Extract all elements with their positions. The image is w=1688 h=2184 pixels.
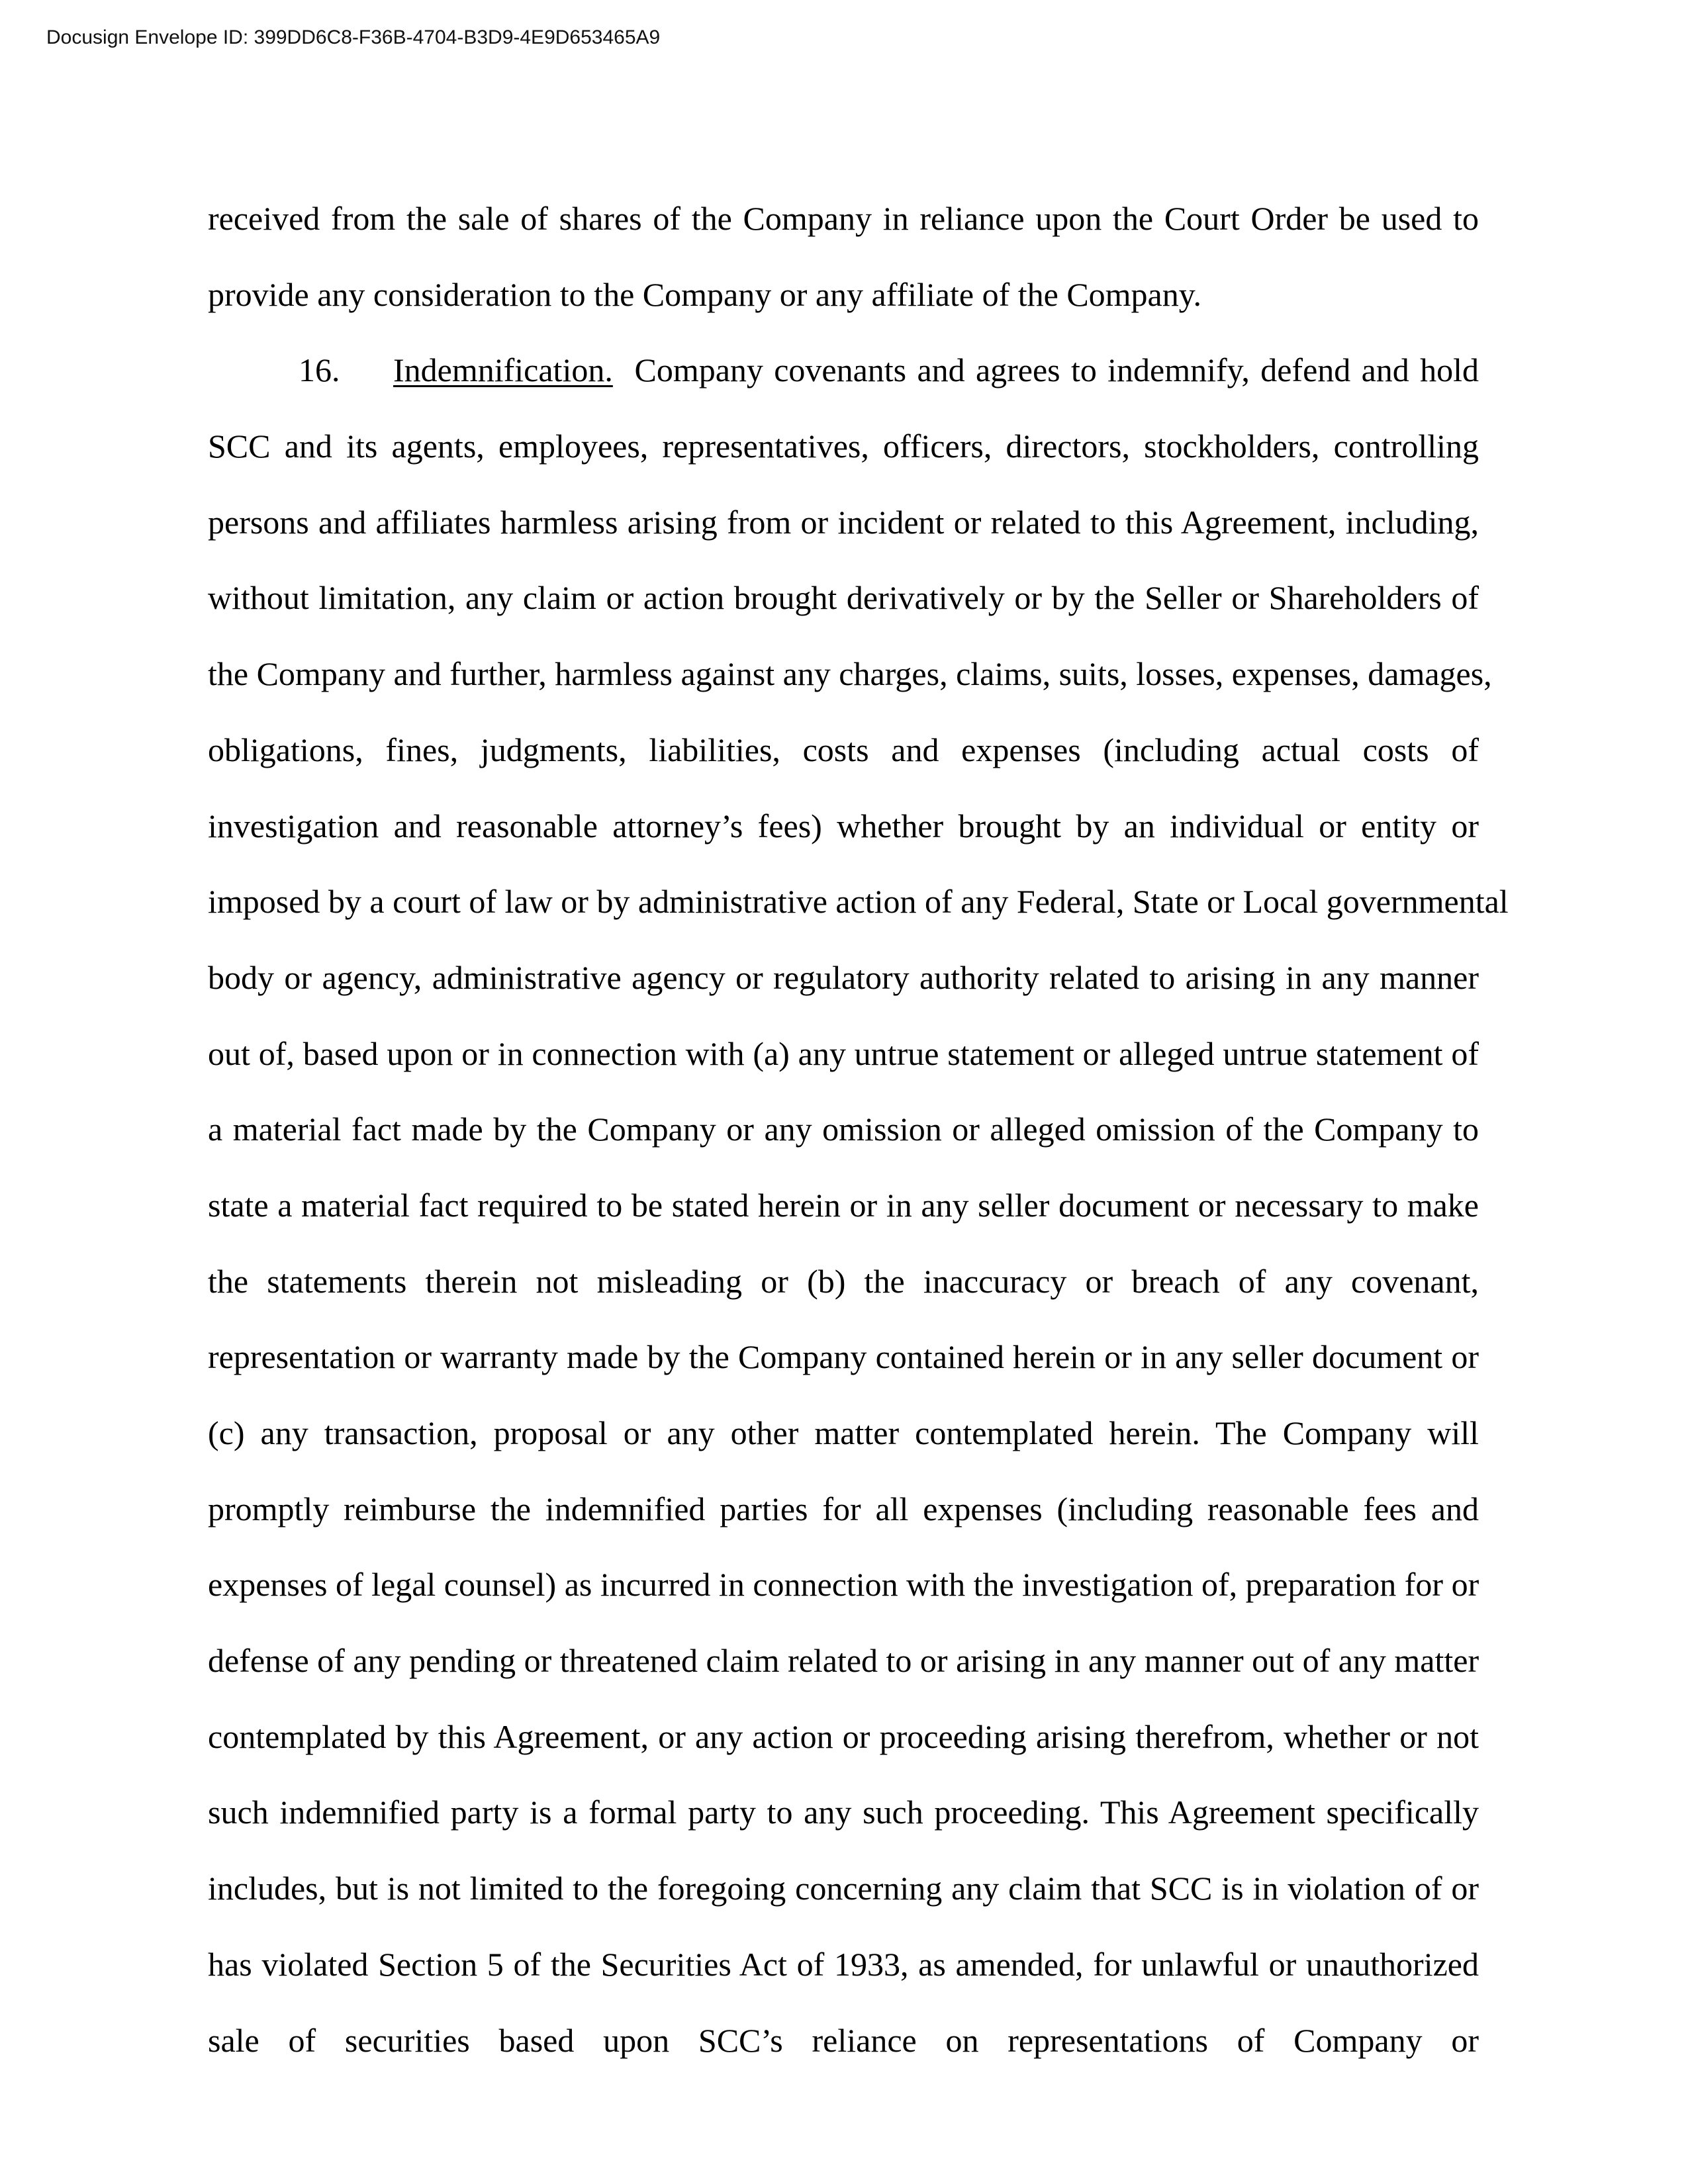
document-body [208, 192, 1509, 2089]
text-line: imposed by a court of law or by administrative action of any Federal, State or Local governmental [208, 883, 1509, 921]
text-line: obligations, fines, judgments, liabilities, costs and expenses (including actual costs of [208, 731, 1479, 768]
text-line: the statements therein not misleading or (b) the inaccuracy or breach of any covenant, [208, 1262, 1479, 1300]
text-line: has violated Section 5 of the Securities Act of 1933, as amended, for unlawful or unauthorized [208, 1945, 1479, 1983]
text-line: sale of securities based upon SCC’s reliance on representations of Company or [208, 2021, 1479, 2059]
text-line: contemplated by this Agreement, or any action or proceeding arising therefrom, whether or not [208, 1717, 1479, 1755]
section-first-line-text: Company covenants and agrees to indemnify, defend and hold [634, 351, 1479, 389]
text-line: provide any consideration to the Company or any affiliate of the Company. [208, 275, 1202, 313]
text-line: state a material fact required to be stated herein or in any seller document or necessary to make [208, 1186, 1479, 1224]
text-line: such indemnified party is a formal party to any such proceeding. This Agreement specifically [208, 1794, 1479, 1831]
section-heading-line [208, 343, 1479, 420]
text-line: expenses of legal counsel) as incurred in connection with the investigation of, preparation for or [208, 1566, 1479, 1604]
text-line: received from the sale of shares of the Company in reliance upon the Court Order be used to [208, 200, 1479, 237]
text-line: investigation and reasonable attorney’s fees) whether brought by an individual or entity or [208, 807, 1479, 844]
text-line: a material fact made by the Company or any omission or alleged omission of the Company to [208, 1111, 1479, 1148]
docusign-envelope-id: Docusign Envelope ID: 399DD6C8-F36B-4704-B3D9-4E9D653465A9 [46, 26, 661, 48]
text-line: out of, based upon or in connection with (a) any untrue statement or alleged untrue statement of [208, 1034, 1479, 1072]
text-line: (c) any transaction, proposal or any other matter contemplated herein. The Company will [208, 1414, 1479, 1451]
text-line: the Company and further, harmless against any charges, claims, suits, losses, expenses, damages, [208, 655, 1492, 693]
text-line: defense of any pending or threatened claim related to or arising in any manner out of any matter [208, 1642, 1479, 1680]
text-line: promptly reimburse the indemnified parties for all expenses (including reasonable fees and [208, 1490, 1479, 1527]
text-line: SCC and its agents, employees, representatives, officers, directors, stockholders, controlling [208, 428, 1479, 465]
section-title: Indemnification. [393, 351, 613, 389]
text-line: persons and affiliates harmless arising from or incident or related to this Agreement, including, [208, 503, 1479, 541]
text-line: body or agency, administrative agency or regulatory authority related to arising in any manner [208, 958, 1479, 996]
text-line: without limitation, any claim or action brought derivatively or by the Seller or Shareholders of [208, 579, 1479, 617]
section-number: 16. [299, 351, 340, 389]
text-line: includes, but is not limited to the foregoing concerning any claim that SCC is in violation of or [208, 1870, 1479, 1907]
text-line: representation or warranty made by the Company contained herein or in any seller document or [208, 1338, 1479, 1376]
